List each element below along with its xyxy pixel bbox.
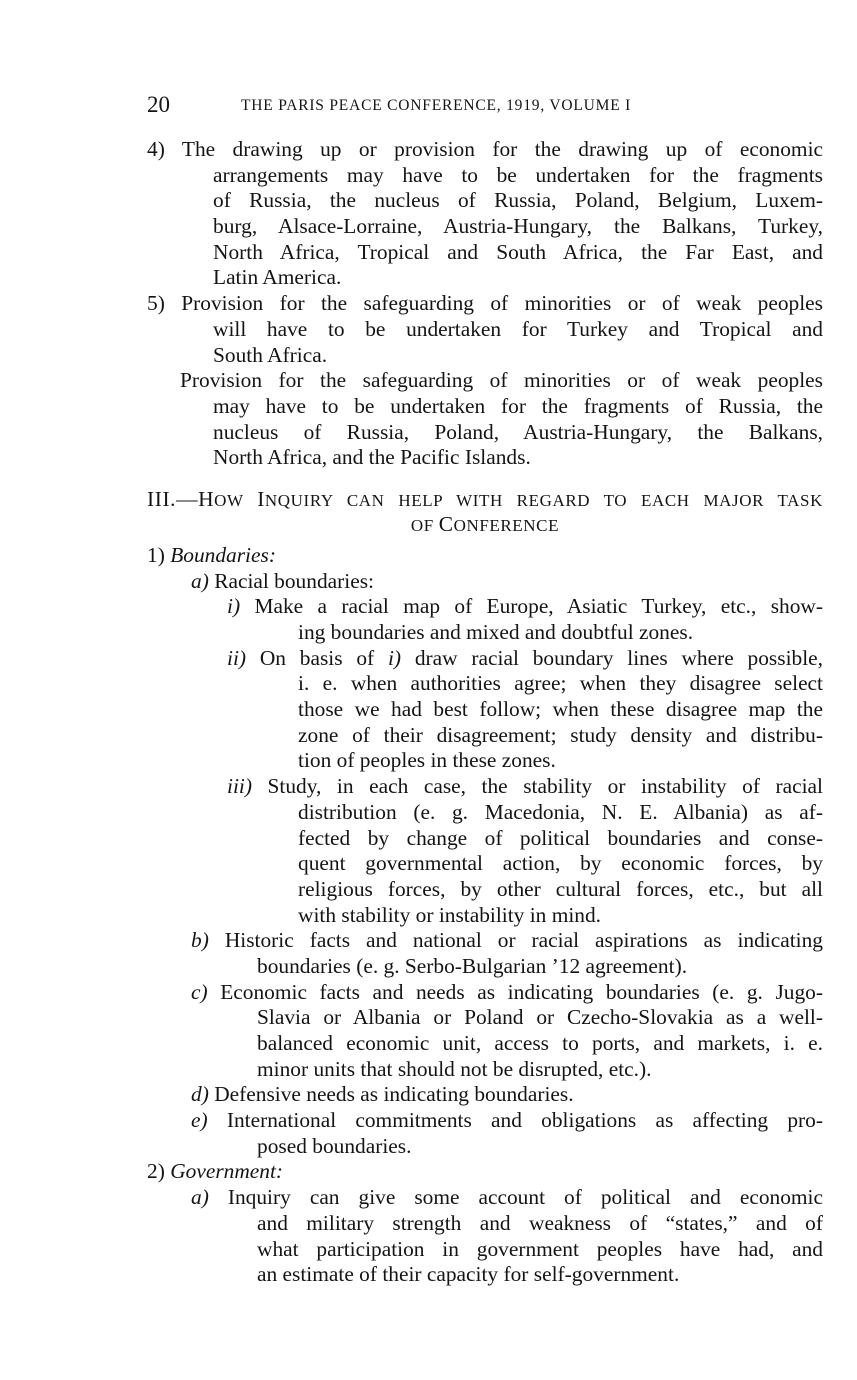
text-line: distribution (e. g. Macedonia, N. E. Albania) as af- xyxy=(298,799,823,824)
page-body xyxy=(147,137,823,1288)
item-letter: b) xyxy=(191,928,209,953)
item-letter: a) xyxy=(191,1185,209,1210)
text-line xyxy=(147,569,823,595)
text-line xyxy=(147,646,823,672)
text-line: with stability or instability in mind. xyxy=(298,902,602,927)
text-line: an estimate of their capacity for self-government. xyxy=(257,1262,680,1287)
text-line xyxy=(147,1108,823,1134)
page-header xyxy=(147,92,827,122)
line-text: Historic facts and national or racial aspirations as indicating xyxy=(224,928,823,953)
text-line xyxy=(147,1159,823,1185)
text-line: burg, Alsace-Lorraine, Austria-Hungary, the Balkans, Turkey, xyxy=(213,214,823,239)
item-letter: e) xyxy=(191,1108,208,1133)
subheading: Boundaries: xyxy=(170,542,276,567)
text-line xyxy=(147,774,823,800)
text-line: fected by change of political boundaries and conse- xyxy=(298,825,823,850)
spacer xyxy=(147,471,823,487)
text-line xyxy=(147,137,823,163)
text-line: Latin America. xyxy=(213,265,342,290)
text-line xyxy=(147,291,823,317)
text-line xyxy=(147,928,823,954)
text-line: nucleus of Russia, Poland, Austria-Hungary, the Balkans, xyxy=(213,419,823,444)
text-line xyxy=(147,1082,823,1108)
text-line: posed boundaries. xyxy=(257,1133,412,1158)
text-line: ing boundaries and mixed and doubtful zones. xyxy=(298,620,694,644)
item-numeral: iii) xyxy=(227,774,252,799)
item-4 xyxy=(147,137,823,291)
text-line: what participation in government peoples have had, and xyxy=(257,1236,823,1261)
government-section xyxy=(147,1159,823,1287)
text-line: those we had best follow; when these disagree map the xyxy=(298,697,823,722)
text-line: North Africa, and the Pacific Islands. xyxy=(213,445,531,470)
text-line: South Africa. xyxy=(213,342,328,367)
item-5 xyxy=(147,291,823,471)
text-line: of Russia, the nucleus of Russia, Poland, Belgium, Luxem- xyxy=(213,188,823,213)
text-line: North Africa, Tropical and South Africa, the Far East, and xyxy=(213,239,823,264)
text-line xyxy=(147,543,823,569)
line-text: The drawing up or provision for the drawing up of economic xyxy=(181,137,824,161)
text-line: quent governmental action, by economic forces, by xyxy=(298,851,823,876)
text-line: Slavia or Albania or Poland or Czecho-Slovakia as a well- xyxy=(257,1005,823,1030)
item-number: 2) xyxy=(147,1159,165,1184)
item-number: 1) xyxy=(147,542,165,567)
item-numeral: ii) xyxy=(227,645,247,670)
subheading: Government: xyxy=(170,1159,284,1184)
line-text: International commitments and obligations as affecting pro- xyxy=(226,1108,823,1133)
item-number: 5) xyxy=(147,291,165,316)
item-number: 4) xyxy=(147,137,165,161)
section-heading xyxy=(147,487,823,537)
text-line: boundaries (e. g. Serbo-Bulgarian ’12 agreement). xyxy=(257,953,688,978)
running-head: THE PARIS PEACE CONFERENCE, 1919, VOLUME I xyxy=(241,97,632,114)
text-line xyxy=(147,1185,823,1211)
line-text: On basis of i) draw racial boundary lines where possible, xyxy=(259,645,823,670)
line-text: Racial boundaries: xyxy=(214,568,374,593)
line-text: Economic facts and needs as indicating boundaries (e. g. Jugo- xyxy=(220,979,823,1004)
item-letter: c) xyxy=(191,979,208,1004)
text-line: religious forces, by other cultural forces, etc., but all xyxy=(298,876,823,901)
text-line: Provision for the safeguarding of minorities or of weak peoples xyxy=(180,368,823,393)
text-line: i. e. when authorities agree; when they disagree select xyxy=(298,671,823,696)
text-line xyxy=(147,594,823,620)
text-line: arrangements may have to be undertaken for the fragments xyxy=(213,162,823,187)
boundaries-section xyxy=(147,543,823,1160)
item-letter: d) xyxy=(191,1082,209,1107)
item-numeral: i) xyxy=(227,594,241,619)
text-line: tion of peoples in these zones. xyxy=(298,748,556,773)
section-heading-line: III.—HOW INQUIRY CAN HELP WITH REGARD TO EACH MAJOR TASK xyxy=(147,486,823,511)
text-line: and military strength and weakness of “states,” and of xyxy=(257,1210,823,1235)
line-text: Inquiry can give some account of political and economic xyxy=(227,1185,823,1210)
item-letter: a) xyxy=(191,568,209,593)
text-line: may have to be undertaken for the fragments of Russia, the xyxy=(213,393,823,418)
text-line: zone of their disagreement; study density and distribu- xyxy=(298,722,823,747)
page-number: 20 xyxy=(147,92,170,117)
text-line: balanced economic unit, access to ports, and markets, i. e. xyxy=(257,1031,823,1055)
section-heading-line: OF CONFERENCE xyxy=(410,511,560,536)
text-line: will have to be undertaken for Turkey and Tropical and xyxy=(213,316,823,341)
text-line xyxy=(147,980,823,1006)
section-numeral: III.— xyxy=(147,486,199,511)
text-line: minor units that should not be disrupted, etc.). xyxy=(257,1056,652,1081)
line-text: Study, in each case, the stability or instability of racial xyxy=(267,774,823,799)
line-text: Provision for the safeguarding of minorities or of weak peoples xyxy=(181,291,824,316)
line-text: Make a racial map of Europe, Asiatic Turkey, etc., show- xyxy=(254,594,823,619)
line-text: Defensive needs as indicating boundaries. xyxy=(214,1082,574,1107)
